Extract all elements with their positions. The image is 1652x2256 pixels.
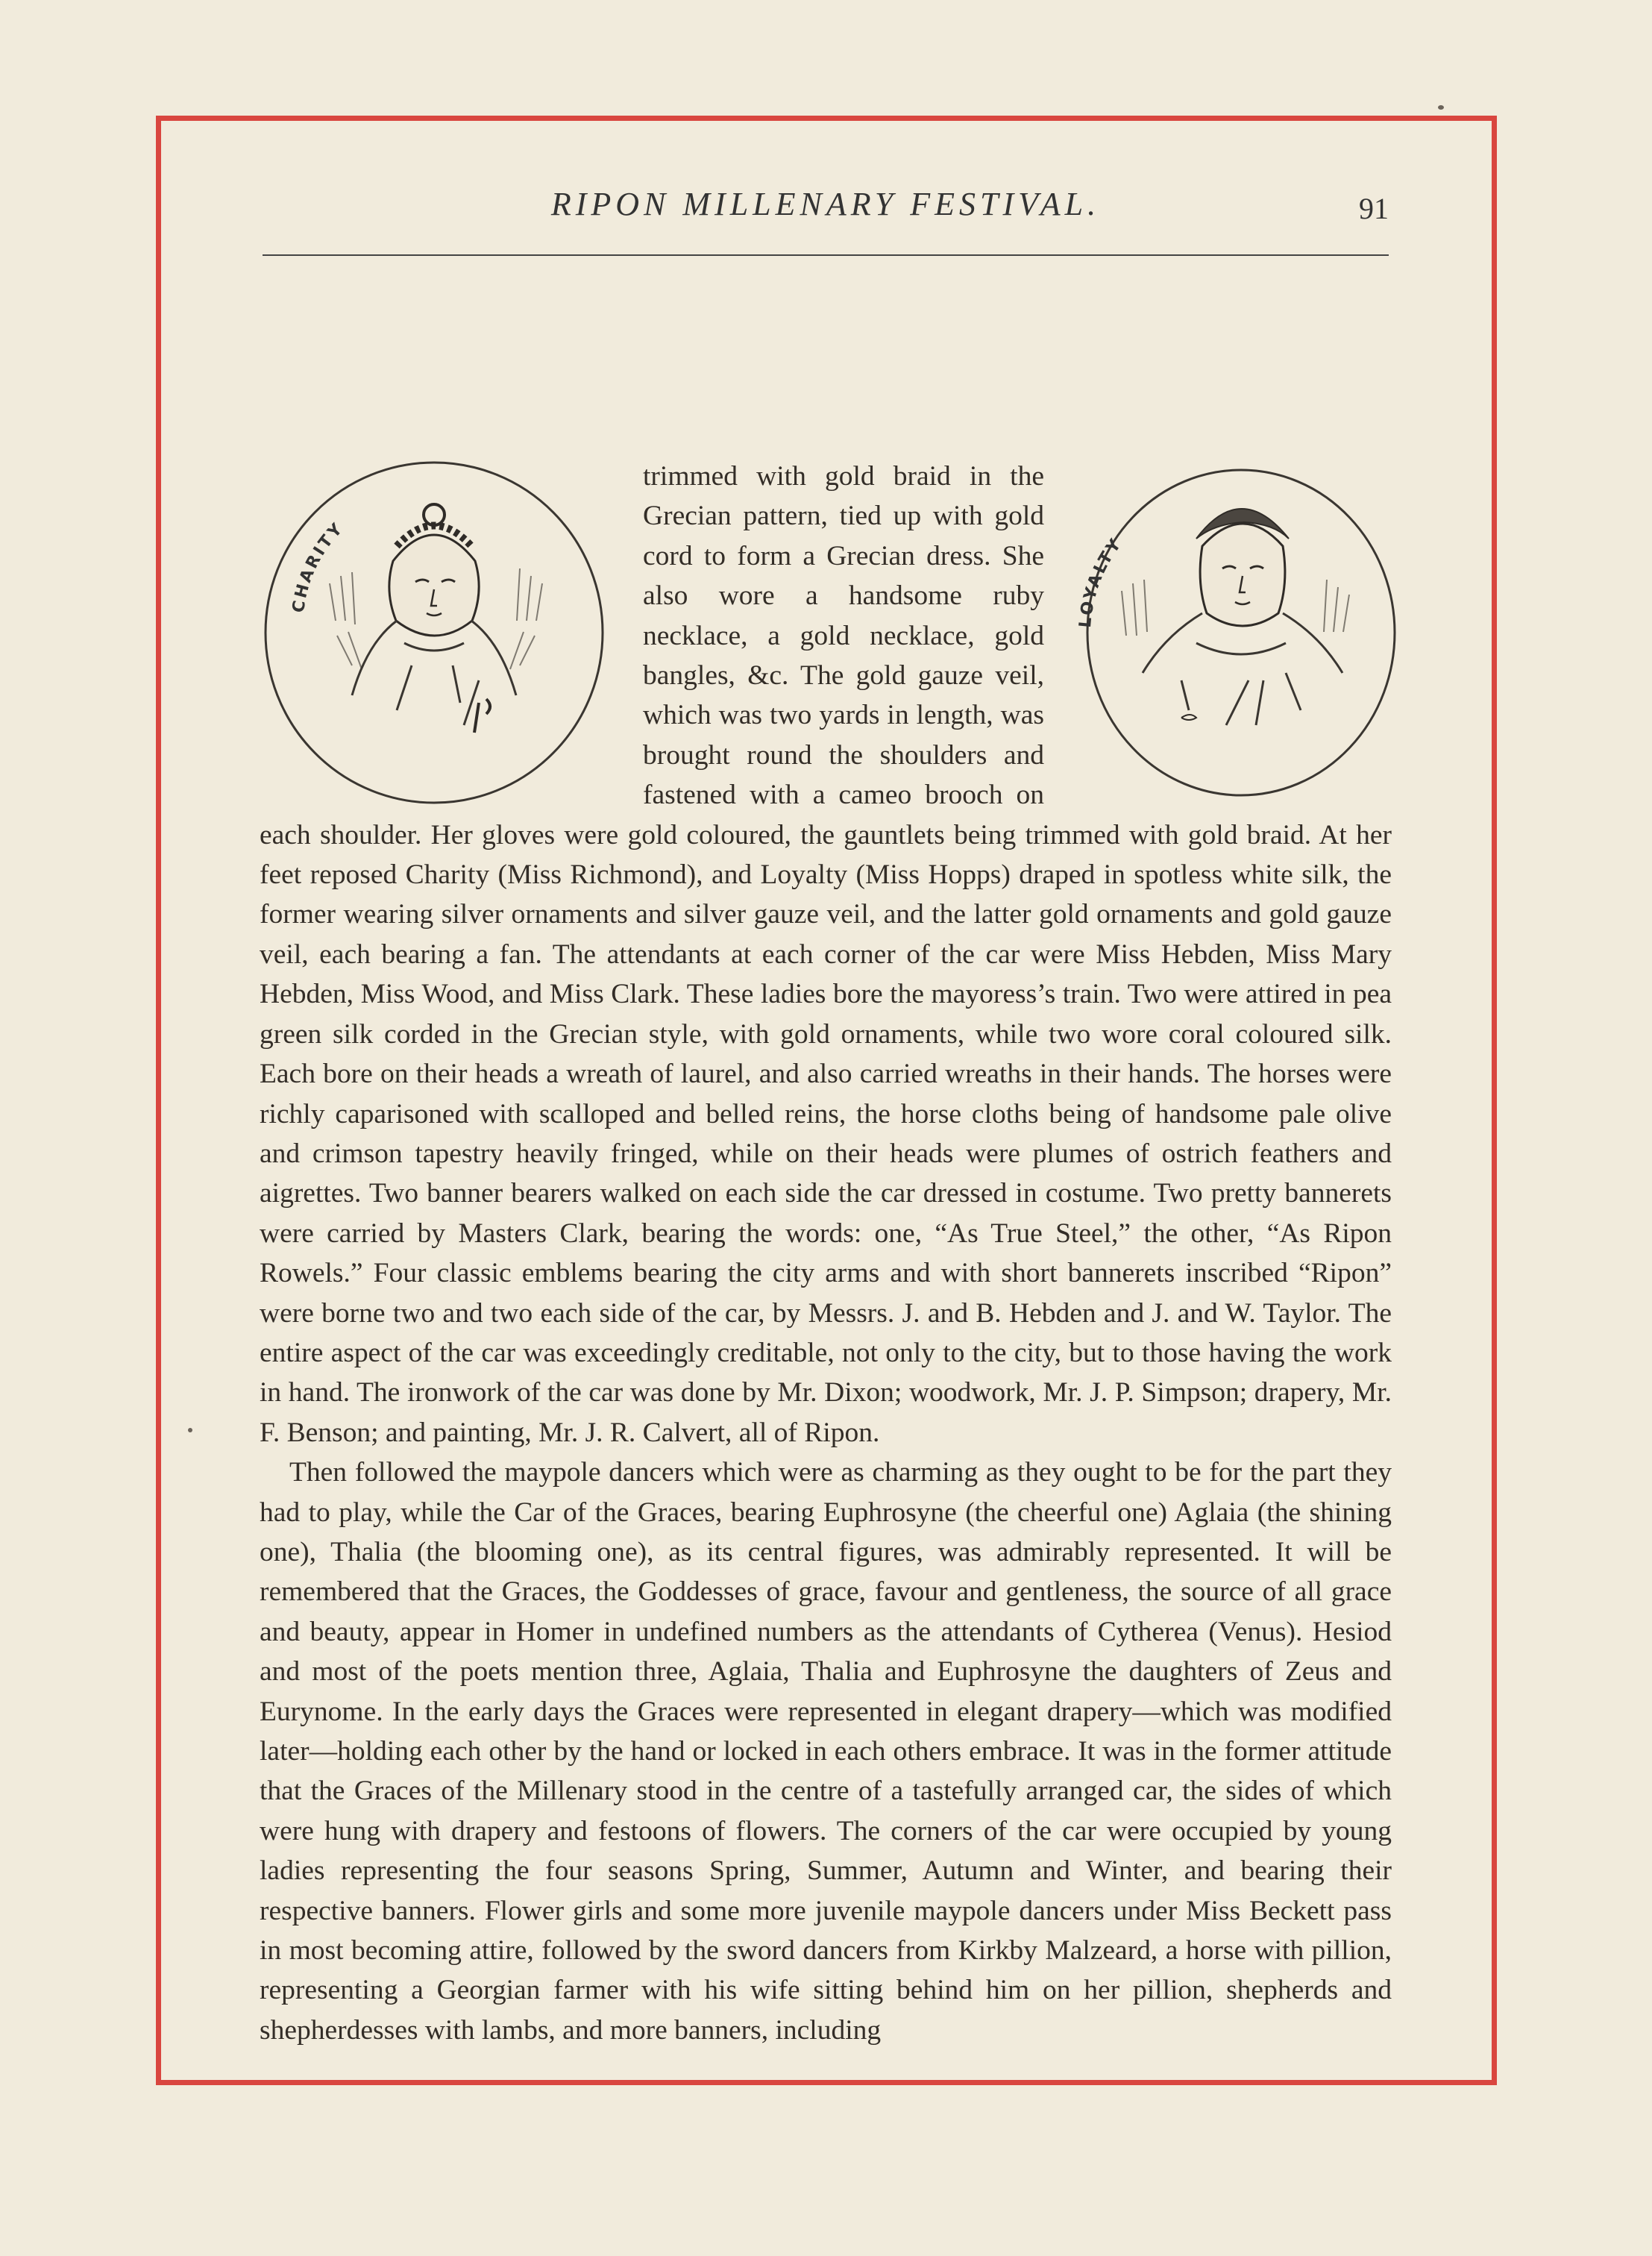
body-text: [260, 295, 1392, 2050]
loyalty-portrait-drawing: [1070, 457, 1398, 809]
paper-speck: [1438, 105, 1444, 110]
loyalty-portrait: [1070, 457, 1398, 809]
charity-portrait-drawing: [255, 457, 621, 809]
header-rule: [263, 254, 1389, 256]
float-spacer-left: [260, 295, 1392, 457]
paragraph-2: Then followed the maypole dancers which were as charming as they ought to be for the part they had to play, while the Car of the Graces, bearing Euphrosyne (the cheerful one) Aglaia (the shining one), Thalia (the blooming one), as its central figures, was admirably represented. It will be remembered that the Graces, the Goddesses of grace, favour and gentleness, the source of all grace and beauty, appear in Homer in undefined numbers as the attendants of Cytherea (Venus). Hesiod and most of the poets mention three, Aglaia, Thalia and Euphrosyne the daughters of Zeus and Eurynome. In the early days the Graces were represented in elegant drapery—which was modified later—holding each other by the hand or locked in each others embrace. It was in the former attitude that the Graces of the Millenary stood in the centre of a tastefully arranged car, the sides of which were hung with drapery and festoons of flowers. The corners of the car were occupied by young ladies representing the four seasons Spring, Summer, Autumn and Winter, and bearing their respective banners. Flower girls and some more juvenile maypole dancers under Miss Beckett pass in most becoming attire, followed by the sword dancers from Kirkby Malzeard, a horse with pillion, representing a Georgian farmer with his wife sitting behind him on her pillion, shepherds and shepherdesses with lambs, and more banners, including: [260, 1457, 1392, 2046]
charity-label: CHARITY: [289, 518, 348, 614]
paragraph-1: trimmed with gold braid in the Grecian pattern, tied up with gold cord to form a Grecian dress. She also wore a handsome ruby necklace, a gold necklace, gold bangles, &c. The gold gauze veil, which was two yards in length, was brought round the shoulders and fastened with a cameo brooch on each shoulder. Her gloves were gold coloured, the gauntlets being trimmed with gold braid. At her feet reposed Charity (Miss Richmond), and Loyalty (Miss Hopps) draped in spotless white silk, the former wearing silver ornaments and silver gauze veil, and the latter gold ornaments and gold gauze veil, each bearing a fan. The attendants at each corner of the car were Miss Hebden, Miss Mary Hebden, Miss Wood, and Miss Clark. These ladies bore the mayoress’s train. Two were attired in pea green silk corded in the Grecian style, with gold ornaments, while two wore coral coloured silk. Each bore on their heads a wreath of laurel, and also carried wreaths in their hands. The horses were richly caparisoned with scalloped and belled reins, the horse cloths being of handsome pale olive and crimson tapestry heavily fringed, while on their heads were plumes of ostrich feathers and aigrettes. Two banner bearers walked on each side the car dressed in costume. Two pretty bannerets were carried by Masters Clark, bearing the words: one, “As True Steel,” the other, “As Ripon Rowels.” Four classic emblems bearing the city arms and with short bannerets inscribed “Ripon” were borne two and two each side of the car, by Messrs. J. and B. Hebden and J. and W. Taylor. The entire aspect of the car was exceedingly creditable, not only to the city, but to those having the work in hand. The ironwork of the car was done by Mr. Dixon; woodwork, Mr. J. P. Simpson; drapery, Mr. F. Benson; and painting, Mr. J. R. Calvert, all of Ripon.: [260, 461, 1392, 1448]
running-title: RIPON MILLENARY FESTIVAL.: [550, 186, 1101, 222]
charity-portrait: [255, 457, 621, 809]
page-header: [263, 185, 1389, 256]
loyalty-label: LOYALTY: [1075, 534, 1126, 629]
page-number: 91: [1359, 192, 1389, 225]
